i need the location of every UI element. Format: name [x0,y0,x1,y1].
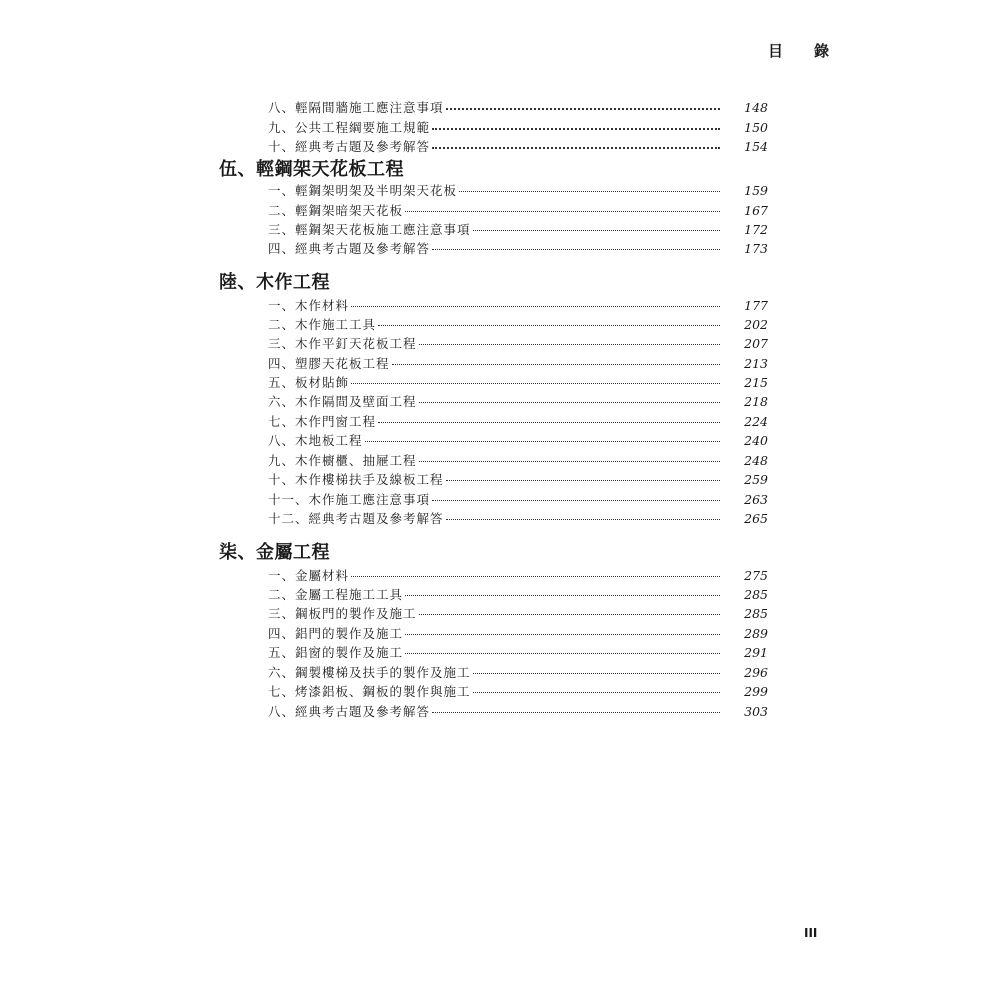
toc-entry-page: 296 [744,665,768,680]
toc-entry-label: 二、金屬工程施工工具 [268,587,404,602]
toc-entry-label: 四、經典考古題及參考解答 [268,241,431,256]
toc-entry-page: 263 [744,492,768,507]
toc-entry-label: 五、鋁窗的製作及施工 [268,645,404,660]
toc-entry-page: 172 [744,222,768,237]
toc-entry[interactable] [268,683,768,701]
dot-leader [378,324,720,326]
toc-entry-page: 215 [744,375,768,390]
toc-entry[interactable] [268,703,768,721]
toc-entry-page: 150 [744,120,768,135]
toc-entry-page: 299 [744,684,768,699]
dot-leader [405,633,720,635]
toc-entry-label: 十、木作樓梯扶手及線板工程 [268,472,444,487]
toc-entry-label: 六、鋼製樓梯及扶手的製作及施工 [268,665,471,680]
running-head-title: 目 錄 [768,42,838,60]
toc-entry[interactable] [268,182,768,200]
toc-entry-page: 289 [744,626,768,641]
dot-leader [432,127,720,130]
dot-leader [419,460,720,462]
toc-entry[interactable] [268,297,768,315]
toc-entry[interactable] [268,393,768,411]
toc-entry-label: 七、木作門窗工程 [268,414,377,429]
toc-entry[interactable] [268,221,768,239]
toc-entry[interactable] [268,510,768,528]
toc-entry-label: 六、木作隔間及壁面工程 [268,394,417,409]
toc-entry-label: 八、木地板工程 [268,433,363,448]
toc-entry-page: 303 [744,704,768,719]
toc-entry[interactable] [268,664,768,682]
toc-entry-label: 九、公共工程綱要施工規範 [268,120,431,135]
toc-entry[interactable] [268,374,768,392]
dot-leader [405,652,720,654]
toc-entry-label: 七、烤漆鋁板、鋼板的製作與施工 [268,684,471,699]
toc-entry[interactable] [268,99,768,117]
page-number: III [804,926,818,940]
toc-entry-page: 177 [744,298,768,313]
toc-entry[interactable] [268,625,768,643]
toc-entry-page: 148 [744,100,768,115]
toc-entry[interactable] [268,335,768,353]
dot-leader [459,190,720,192]
dot-leader [419,343,720,345]
toc-entry-page: 173 [744,241,768,256]
toc-entry-page: 275 [744,568,768,583]
toc-entry-page: 154 [744,139,768,154]
dot-leader [351,382,720,384]
toc-entry-label: 一、輕鋼架明架及半明架天花板 [268,183,458,198]
dot-leader [432,711,720,713]
toc-entry[interactable] [268,316,768,334]
dot-leader [392,363,720,365]
toc-entry-page: 224 [744,414,768,429]
toc-entry-page: 285 [744,606,768,621]
toc-entry[interactable] [268,138,768,156]
dot-leader [378,421,720,423]
toc-entry-label: 四、塑膠天花板工程 [268,356,390,371]
toc-entry[interactable] [268,567,768,585]
dot-leader [405,210,720,212]
toc-entry-label: 十一、木作施工應注意事項 [268,492,431,507]
toc-entry-page: 218 [744,394,768,409]
dot-leader [473,672,720,674]
toc-entry-page: 248 [744,453,768,468]
dot-leader [473,229,720,231]
toc-entry[interactable] [268,119,768,137]
dot-leader [446,107,720,110]
toc-entry-label: 二、木作施工工具 [268,317,377,332]
toc-entry[interactable] [268,586,768,604]
toc-entry-label: 九、木作櫥櫃、抽屜工程 [268,453,417,468]
dot-leader [432,248,720,250]
toc-entry-label: 三、輕鋼架天花板施工應注意事項 [268,222,471,237]
toc-entry-page: 159 [744,183,768,198]
chapter-heading[interactable]: 陸、木作工程 [219,272,330,293]
toc-entry-label: 五、板材貼飾 [268,375,350,390]
dot-leader [432,499,720,501]
toc-entry-page: 291 [744,645,768,660]
dot-leader [365,440,720,442]
dot-leader [419,613,720,615]
dot-leader [351,305,720,307]
toc-entry[interactable] [268,413,768,431]
toc-entry[interactable] [268,471,768,489]
toc-entry-label: 二、輕鋼架暗架天花板 [268,203,404,218]
toc-entry-label: 八、經典考古題及參考解答 [268,704,431,719]
toc-entry-page: 202 [744,317,768,332]
toc-entry-label: 三、木作平釘天花板工程 [268,336,417,351]
toc-entry[interactable] [268,452,768,470]
toc-entry[interactable] [268,355,768,373]
toc-entry[interactable] [268,240,768,258]
toc-entry-page: 167 [744,203,768,218]
toc-entry[interactable] [268,491,768,509]
toc-entry-label: 十二、經典考古題及參考解答 [268,511,444,526]
toc-entry[interactable] [268,644,768,662]
toc-entry-label: 一、木作材料 [268,298,350,313]
toc-entry[interactable] [268,432,768,450]
dot-leader [351,575,720,577]
dot-leader [446,479,720,481]
toc-entry-page: 207 [744,336,768,351]
dot-leader [419,401,720,403]
toc-entry[interactable] [268,202,768,220]
toc-entry-page: 240 [744,433,768,448]
dot-leader [432,146,720,149]
chapter-heading[interactable]: 柒、金屬工程 [219,542,330,563]
toc-entry-label: 四、鋁門的製作及施工 [268,626,404,641]
toc-entry-page: 259 [744,472,768,487]
toc-entry[interactable] [268,605,768,623]
toc-entry-page: 213 [744,356,768,371]
toc-entry-page: 285 [744,587,768,602]
dot-leader [405,594,720,596]
toc-entry-label: 十、經典考古題及參考解答 [268,139,431,154]
toc-entry-label: 一、金屬材料 [268,568,350,583]
dot-leader [473,691,720,693]
toc-entry-label: 八、輕隔間牆施工應注意事項 [268,100,444,115]
chapter-heading[interactable]: 伍、輕鋼架天花板工程 [219,159,404,180]
dot-leader [446,518,720,520]
toc-entry-page: 265 [744,511,768,526]
toc-entry-label: 三、鋼板門的製作及施工 [268,606,417,621]
